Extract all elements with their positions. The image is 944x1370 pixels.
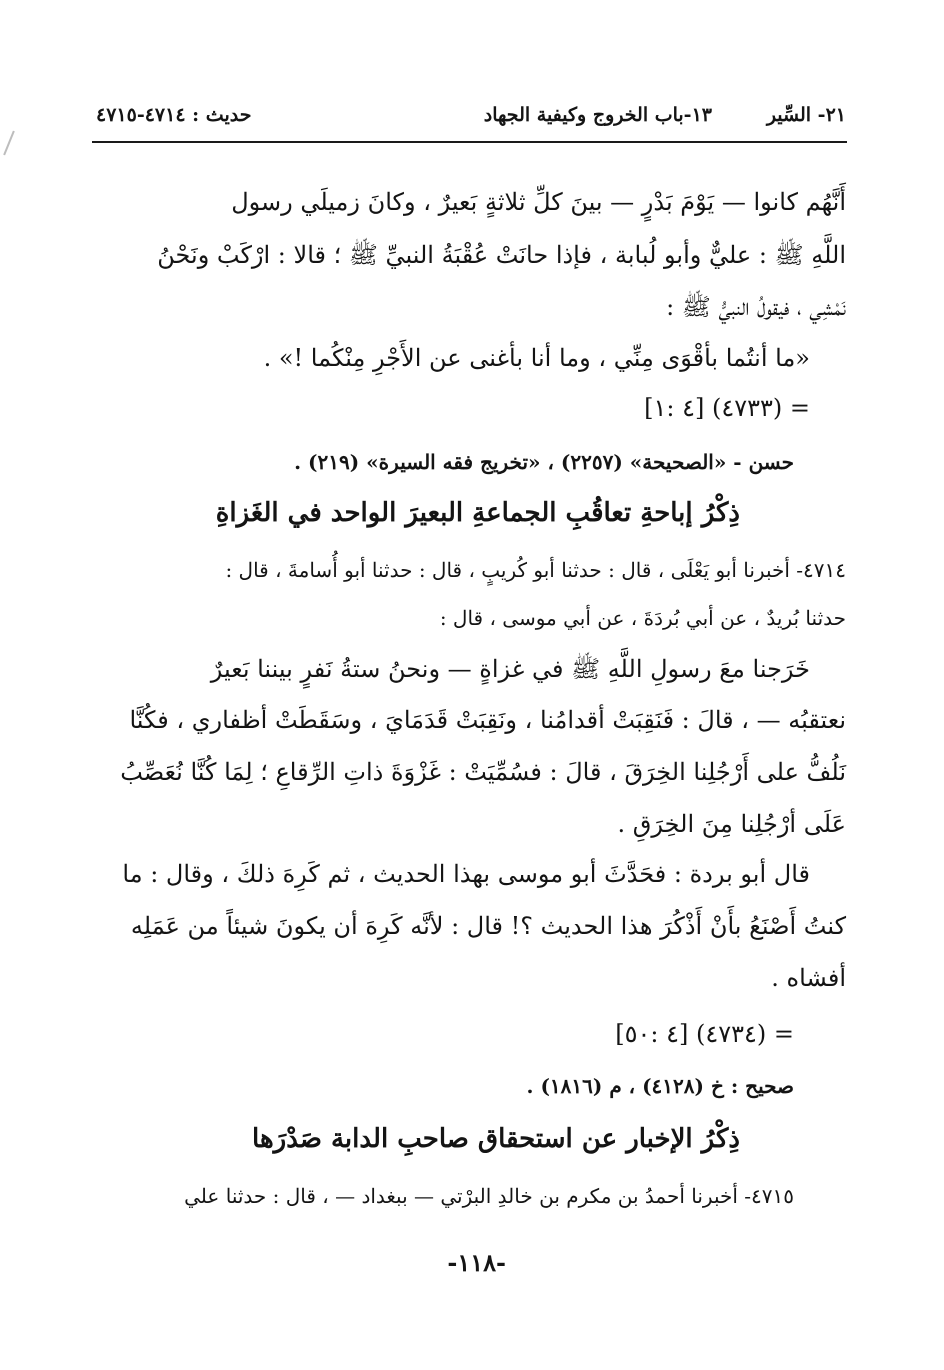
authenticity-grade: صحيح : خ (٤١٢٨) ، م (١٨١٦) . [526, 1074, 794, 1098]
header-hadith-range: حديث : ٤٧١٤-٤٧١٥ [96, 104, 252, 126]
text-line: كنتُ أَصْنَعُ بأَنْ أَذْكُرَ هذا الحديث ؟! قال : لأنَّه كَرِهَ أن يكونَ شيئاً من عَمَلِه [130, 912, 846, 940]
isnad-line: حدثنا بُريدٌ ، عن أبي بُردَةَ ، عن أبي موسى ، قال : [439, 606, 846, 630]
page-number: -١١٨- [447, 1248, 506, 1277]
header-book-section: ٢١- السِّير [766, 104, 846, 126]
section-heading: ذِكْرُ إباحةِ تعاقُبِ الجماعةِ البعيرَ الواحد في الغَزاةِ [215, 498, 740, 528]
text-line: قال أبو بردة : فحَدَّثَ أبو موسى بهذا الحديث ، ثم كَرِهَ ذلكَ ، وقال : ما [122, 860, 810, 888]
text-line: أفشاه . [771, 964, 846, 992]
text-line: عَلَى أرْجُلِنا مِنَ الخِرَقِ . [617, 810, 846, 838]
text-line: اللَّهِ ﷺ : عليٌّ وأبو لُبابة ، فإذا حانَتْ عُقْبَةُ النبيِّ ﷺ ؛ قالا : ارْكَبْ ونَحْنُ [157, 241, 846, 269]
text-line: نعتقبُه — ، قالَ : فَنَقِبَتْ أقدامُنا ، ونَقِبَتْ قَدَمَايَ ، وسَقَطَتْ أظفاري ، فكُنَّا [129, 706, 846, 734]
header-chapter-title: ١٣-باب الخروج وكيفية الجهاد [483, 104, 712, 126]
section-heading: ذِكْرُ الإخبار عن استحقاق صاحبِ الدابة صَدْرَها [252, 1124, 740, 1154]
text-line: نَمْشِي ، فيقولُ النبيُّ ﷺ : [666, 293, 846, 321]
authenticity-grade: حسن - «الصحيحة» (٢٢٥٧) ، «تخريج فقه السيرة» (٢١٩) . [294, 450, 794, 474]
text-line: نَلُفُّ على أَرْجُلِنا الخِرَقَ ، قالَ : فسُمِّيَتْ : غَزْوَةَ ذاتِ الرِّقاعِ ؛ لِمَا كُنَّا نُعَصِّبُ [120, 758, 846, 786]
text-line: خَرَجنا معَ رسولِ اللَّهِ ﷺ في غزاةٍ — ونحنُ ستةُ نَفرٍ بيننا بَعيرٌ [210, 655, 810, 683]
isnad-line: ٤٧١٥- أخبرنا أحمدُ بن مكرم بن خالدِ البرْتي — ببغداد — ، قال : حدثنا علي [184, 1184, 794, 1208]
cross-reference: = (٤٧٣٣) [٤ :١] [644, 394, 810, 422]
margin-mark [3, 131, 15, 156]
cross-reference: = (٤٧٣٤) [٤ :٥٠] [615, 1020, 794, 1048]
isnad-line: ٤٧١٤- أخبرنا أبو يَعْلَى ، قال : حدثنا أبو كُريبٍ ، قال : حدثنا أبو أُسامةَ ، قال : [225, 558, 846, 582]
text-line: أَنَّهُم كانوا — يَوْمَ بَدْرٍ — بينَ كلِّ ثلاثةٍ بَعيرٌ ، وكانَ زميلَي رسول [231, 188, 846, 216]
header-rule [92, 141, 847, 143]
quote-line: «ما أنتُما بأقْوَى مِنِّي ، وما أنا بأغنى عن الأَجْرِ مِنْكُما !» . [263, 344, 810, 372]
